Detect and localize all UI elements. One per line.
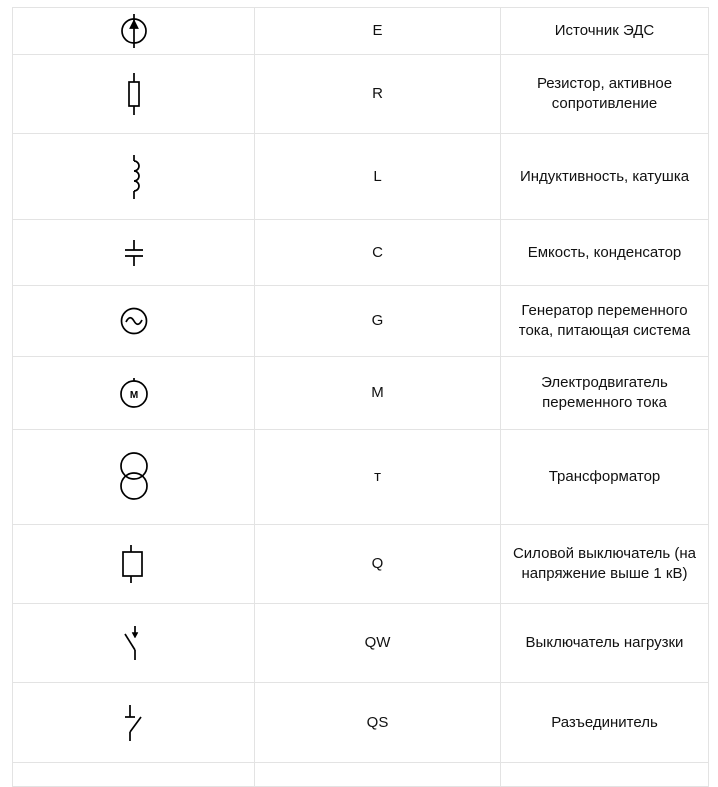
- table-row: [13, 430, 709, 525]
- load-switch-icon: [123, 626, 145, 660]
- symbols-table: [12, 7, 709, 787]
- description-cell: Индуктивность, катушка: [501, 134, 709, 220]
- table-row: [13, 286, 709, 357]
- table-row: [13, 525, 709, 604]
- code-cell: E: [255, 8, 501, 55]
- table-row: [13, 683, 709, 763]
- table-row: [13, 763, 709, 787]
- circuit-breaker-icon: [121, 545, 147, 583]
- code-cell: т: [255, 430, 501, 525]
- table-row: [13, 55, 709, 134]
- code-cell: G: [255, 286, 501, 357]
- symbol-cell: [13, 430, 255, 525]
- code-cell: R: [255, 55, 501, 134]
- symbol-cell: [13, 286, 255, 357]
- description-cell: Резистор, активное сопротивление: [501, 55, 709, 134]
- table-row: [13, 220, 709, 286]
- description-cell: Генератор переменного тока, питающая система: [501, 286, 709, 357]
- table-row: [13, 604, 709, 683]
- description-cell: Трансформатор: [501, 430, 709, 525]
- description-cell: Силовой выключатель (на напряжение выше 1 кВ): [501, 525, 709, 604]
- table-row: [13, 134, 709, 220]
- code-cell: [255, 763, 501, 787]
- symbol-cell: [13, 683, 255, 763]
- symbol-cell: [13, 220, 255, 286]
- symbol-cell: [13, 134, 255, 220]
- transformer-icon: [119, 451, 149, 503]
- motor-letter: M: [129, 390, 138, 401]
- description-cell: Выключатель нагрузки: [501, 604, 709, 683]
- code-cell: Q: [255, 525, 501, 604]
- ac-motor-icon: [120, 378, 148, 408]
- description-cell: Емкость, конденсатор: [501, 220, 709, 286]
- disconnector-icon: [123, 705, 145, 741]
- symbol-cell: [13, 604, 255, 683]
- symbol-cell: [13, 55, 255, 134]
- symbol-cell: [13, 763, 255, 787]
- code-cell: M: [255, 357, 501, 430]
- table-row: [13, 357, 709, 430]
- description-cell: [501, 763, 709, 787]
- code-cell: QS: [255, 683, 501, 763]
- description-cell: Разъединитель: [501, 683, 709, 763]
- resistor-icon: [127, 73, 141, 115]
- table-row: [13, 8, 709, 55]
- code-cell: C: [255, 220, 501, 286]
- capacitor-icon: [123, 240, 145, 266]
- inductor-icon: [126, 155, 142, 199]
- description-cell: Электродвигатель переменного тока: [501, 357, 709, 430]
- symbol-cell: [13, 525, 255, 604]
- description-cell: Источник ЭДС: [501, 8, 709, 55]
- code-cell: QW: [255, 604, 501, 683]
- symbol-cell: [13, 8, 255, 55]
- symbol-cell: [13, 357, 255, 430]
- code-cell: L: [255, 134, 501, 220]
- emf-source-icon: [120, 14, 148, 48]
- ac-generator-icon: [120, 307, 148, 335]
